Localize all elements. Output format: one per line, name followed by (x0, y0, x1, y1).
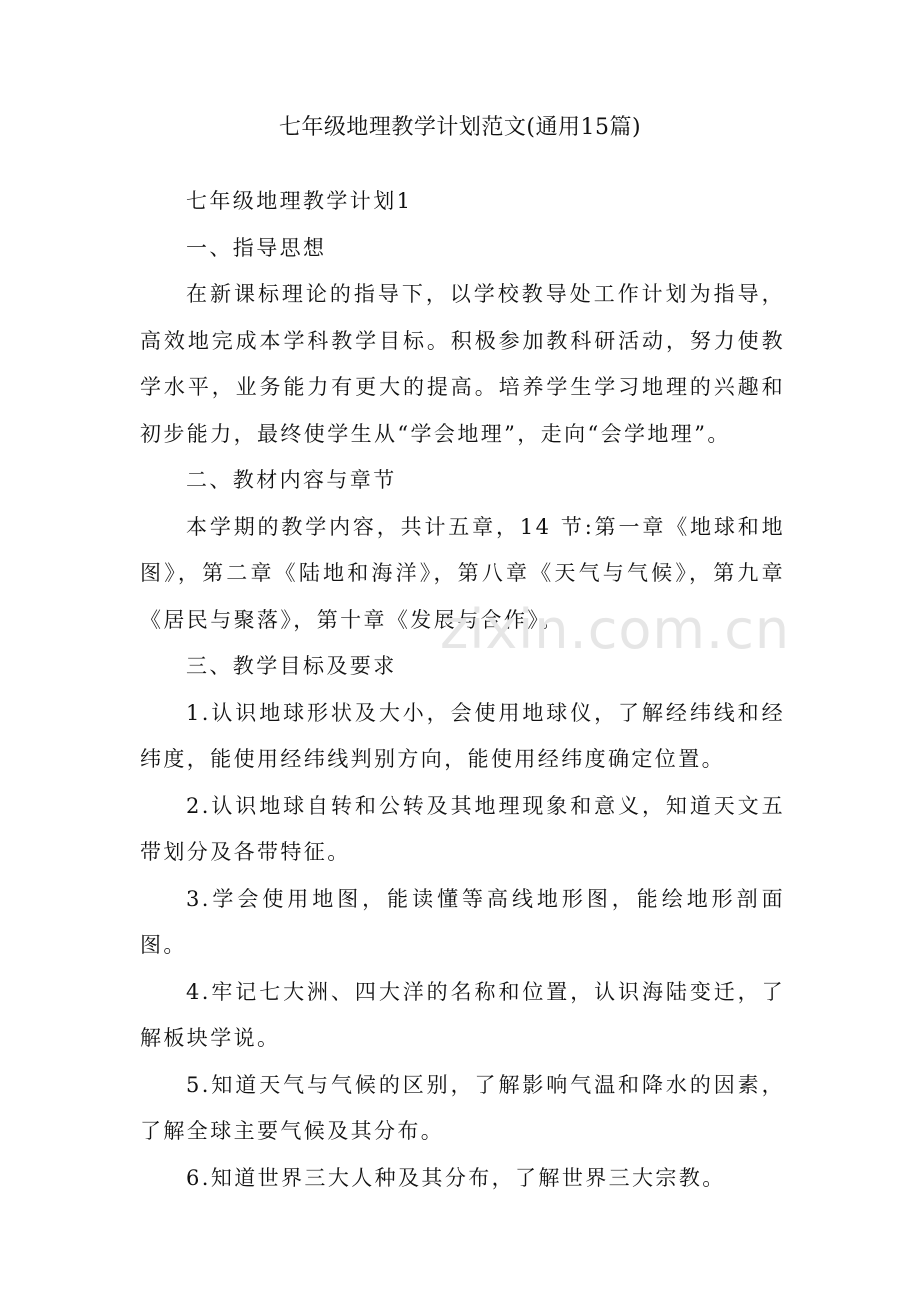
section-heading-teaching-goals: 三、教学目标及要求 (186, 654, 397, 678)
goal-item-5: 5.知道天气与气候的区别，了解影响气温和降水的因素，了解全球主要气候及其分布。 (140, 1072, 785, 1143)
goal-item-4: 4.牢记七大洲、四大洋的名称和位置，认识海陆变迁，了解板块学说。 (140, 979, 785, 1050)
section-heading-guiding-ideology: 一、指导思想 (186, 235, 327, 260)
goal-item-6: 6.知道世界三大人种及其分布，了解世界三大宗教。 (186, 1165, 726, 1190)
document-body (140, 178, 785, 1201)
watermark-text: zixin.com.cn (440, 598, 791, 661)
goal-item-1: 1.认识地球形状及大小，会使用地球仪，了解经纬线和经纬度，能使用经纬线判别方向，能使用经纬度确定位置。 (140, 700, 785, 771)
goal-item-3: 3.学会使用地图，能读懂等高线地形图，能绘地形剖面图。 (140, 886, 785, 957)
goal-item-2: 2.认识地球自转和公转及其地理现象和意义，知道天文五带划分及各带特征。 (140, 793, 785, 864)
section-heading-textbook-content: 二、教材内容与章节 (186, 468, 397, 492)
paragraph-textbook-content: 本学期的教学内容，共计五章，14 节:第一章《地球和地图》，第二章《陆地和海洋》，第八章《天气与气候》，第九章《居民与聚落》，第十章《发展与合作》。 (140, 514, 785, 632)
paragraph-guiding-ideology: 在新课标理论的指导下，以学校教导处工作计划为指导，高效地完成本学科教学目标。积极参加教科研活动，努力使教学水平，业务能力有更大的提高。培养学生学习地理的兴趣和初步能力，最终使学生从“学会地理”，走向“会学地理”。 (140, 282, 785, 446)
section-heading-plan-1: 七年级地理教学计划1 (186, 189, 413, 213)
document-title: 七年级地理教学计划范文(通用15篇) (278, 115, 642, 140)
